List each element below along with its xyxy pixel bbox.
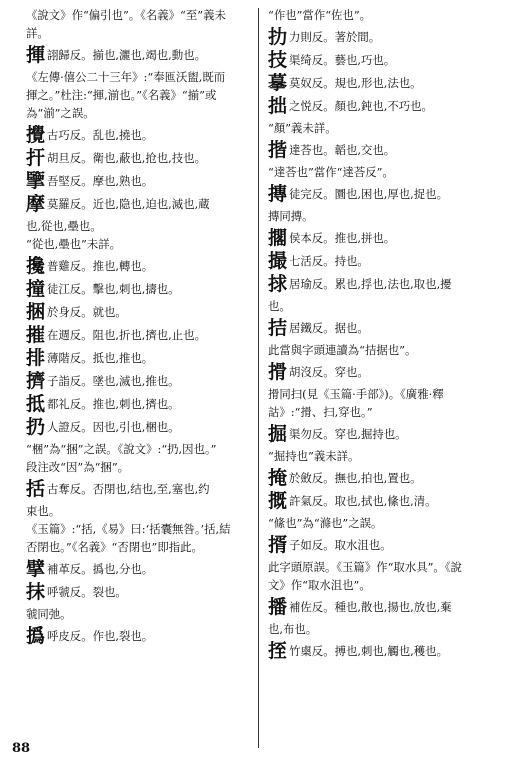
entry-headword: 排 [26,348,46,368]
page-number: 88 [12,741,31,756]
dictionary-entry [26,302,256,322]
entry-headword: 捄 [268,274,288,294]
entry-definition: 呼皮反。作也,裂也。 [47,629,154,643]
dictionary-entry [268,251,500,271]
entry-headword: 撝 [26,626,46,646]
annotation-line: “掘持也”義未詳。 [268,449,360,463]
annotation-line: 《說文》作“偏引也”。《名義》“至”義未 [26,8,226,22]
entry-headword: 捆 [26,302,46,322]
entry-definition: 呼虢反。裂也。 [47,585,127,599]
dictionary-entry [26,256,256,276]
entry-definition: 渠绮反。藝也,巧也。 [289,53,396,67]
annotation-line: 詁》:“搰、扫,穿也。” [268,405,373,419]
annotation-line: 此當與字頭連讀為“拮据也”。 [268,343,417,357]
entry-definition: 都礼反。推也,刺也,擠也。 [47,397,180,411]
annotation-line: “作也”當作“佐也”。 [268,8,372,22]
annotation-line: 也。 [268,299,291,313]
dictionary-entry [268,597,500,617]
entry-headword: 技 [268,50,288,70]
annotation-line: 《左傳·僖公二十三年》:“奉匜沃盥,既而 [26,70,226,84]
entry-definition: 胡旦反。衛也,蔽也,抢也,技也。 [47,151,206,165]
entry-headword: 擠 [26,371,46,391]
entry-headword: 攙 [26,256,46,276]
dictionary-entry [268,318,500,338]
dictionary-entry [26,325,256,345]
entry-headword: 掘 [268,424,288,444]
entry-definition: 徒完反。圜也,困也,厚也,捉也。 [289,187,448,201]
dictionary-entry [268,641,500,661]
entry-definition: 七活反。持也。 [289,254,369,268]
entry-headword: 摡 [268,491,288,511]
right-column [268,6,500,664]
dictionary-entry [268,228,500,248]
entry-headword: 扞 [26,148,46,168]
dictionary-entry [268,424,500,444]
entry-headword: 摧 [26,325,46,345]
dictionary-entry [268,140,500,160]
entry-headword: 揮 [26,45,46,65]
entry-headword: 擱 [268,228,288,248]
dictionary-entry [26,45,256,65]
entry-headword: 播 [268,597,288,617]
entry-definition: 之悦反。顏也,鈍也,不巧也。 [289,99,433,113]
dictionary-entry [26,194,256,214]
entry-definition: 補佐反。種也,散也,揚也,放也,棄 [289,600,452,614]
dictionary-entry [26,582,256,602]
annotation-line: “絛也”為“滌也”之誤。 [268,516,383,530]
entry-headword: 擥 [26,171,46,191]
entry-headword: 揟 [268,535,288,555]
entry-headword: 撞 [26,279,46,299]
dictionary-entry [268,491,500,511]
entry-definition: 許氣反。取也,拭也,絛也,清。 [289,494,437,508]
entry-headword: 括 [26,479,46,499]
dictionary-entry [268,362,500,382]
entry-headword: 抹 [26,582,46,602]
entry-definition: 吾堅反。摩也,熟也。 [47,174,154,188]
entry-headword: 摶 [268,184,288,204]
entry-definition: 古巧反。乱也,撓也。 [47,128,154,142]
annotation-line: 摶同摶。 [268,209,314,223]
annotation-line: 文》作“取水沮也”。 [268,578,371,592]
annotation-line: “梱”為“捆”之誤。《說文》:“扔,因也。” [26,442,217,456]
entry-definition: 子詣反。墜也,滅也,推也。 [47,374,180,388]
annotation-line: 詳。 [26,26,49,40]
annotation-line: 搰同扫(見《玉篇·手部》)。《廣雅·釋 [268,387,444,401]
entry-definition: 達荅也。韜也,交也。 [289,143,396,157]
annotation-line: 也,布也。 [268,622,318,636]
dictionary-entry [26,125,256,145]
dictionary-entry [26,348,256,368]
entry-headword: 拮 [268,318,288,338]
entry-definition: 竹㮚反。搏也,刺也,觸也,穫也。 [289,644,448,658]
dictionary-entry [268,50,500,70]
dictionary-entry [26,148,256,168]
dictionary-entry [268,535,500,555]
entry-headword: 撮 [268,251,288,271]
entry-headword: 扔 [26,417,46,437]
annotation-line: “顏”義未詳。 [268,121,337,135]
dictionary-entry [26,626,256,646]
dictionary-entry [26,171,256,191]
entry-definition: 古奪反。否閉也,结也,至,塞也,约 [47,482,210,496]
entry-definition: 薄階反。抵也,推也。 [47,351,154,365]
dictionary-entry [268,274,500,294]
entry-definition: 徒江反。擊也,刺也,擣也。 [47,282,180,296]
entry-headword: 抵 [26,394,46,414]
entry-definition: 力則反。著於間。 [289,30,381,44]
entry-headword: 摩 [26,194,46,214]
annotation-line: 《玉篇》:“括,《易》曰:‘括囊無咎。’括,結 [26,522,231,536]
dictionary-entry [26,559,256,579]
entry-definition: 在週反。阻也,折也,擠也,止也。 [47,328,206,342]
annotation-line: 虢同弛。 [26,607,72,621]
annotation-line: 揮之。”杜注:“揮,湔也。”《名義》“揃”或 [26,88,217,102]
annotation-line: 否閉也。”《名義》“否閉也”即指此。 [26,540,203,554]
entry-definition: 侯本反。推也,拼也。 [289,231,396,245]
entry-definition: 居鐵反。据也。 [289,321,369,335]
annotation-line: “從也,壘也”未詳。 [26,237,122,251]
entry-definition: 詡歸反。揃也,灑也,竭也,動也。 [47,48,206,62]
entry-headword: 挃 [268,641,288,661]
entry-definition: 於身反。就也。 [47,305,127,319]
entry-headword: 攪 [26,125,46,145]
dictionary-entry [268,73,500,93]
entry-definition: 莫羅反。近也,隐也,迫也,滅也,蔵 [47,197,210,211]
entry-definition: 普雞反。推也,轉也。 [47,259,154,273]
column-divider [258,8,259,748]
dictionary-entry [26,479,256,499]
entry-definition: 人證反。因也,引也,梱也。 [47,420,180,434]
dictionary-entry [268,184,500,204]
annotation-line: 也,從也,壘也。 [26,219,102,233]
entry-definition: 子如反。取水沮也。 [289,538,392,552]
dictionary-entry [268,27,500,47]
annotation-line: “達荅也”當作“達荅反”。 [268,165,394,179]
dictionary-entry [268,96,500,116]
entry-definition: 胡沒反。穿也。 [289,365,369,379]
entry-headword: 掩 [268,468,288,488]
entry-definition: 於斂反。撫也,拍也,置也。 [289,471,422,485]
entry-definition: 渠勿反。穿也,掘持也。 [289,427,407,441]
entry-definition: 莫奴反。規也,形也,法也。 [289,76,422,90]
entry-definition: 補革反。撝也,分也。 [47,562,154,576]
annotation-line: 束也。 [26,504,61,518]
entry-headword: 摹 [268,73,288,93]
dictionary-entry [26,417,256,437]
annotation-line: 段注改“因”為“捆”。 [26,460,130,474]
left-column [26,6,256,649]
entry-definition: 居瑜反。累也,捊也,法也,取也,擾 [289,277,452,291]
entry-headword: 擘 [26,559,46,579]
annotation-line: 此字頭原誤。《玉篇》作“取水具”。《說 [268,560,462,574]
entry-headword: 揩 [268,140,288,160]
dictionary-entry [26,371,256,391]
entry-headword: 搰 [268,362,288,382]
dictionary-entry [26,394,256,414]
entry-headword: 扐 [268,27,288,47]
dictionary-entry [268,468,500,488]
annotation-line: 為“湔”之誤。 [26,106,95,120]
dictionary-entry [26,279,256,299]
entry-headword: 拙 [268,96,288,116]
